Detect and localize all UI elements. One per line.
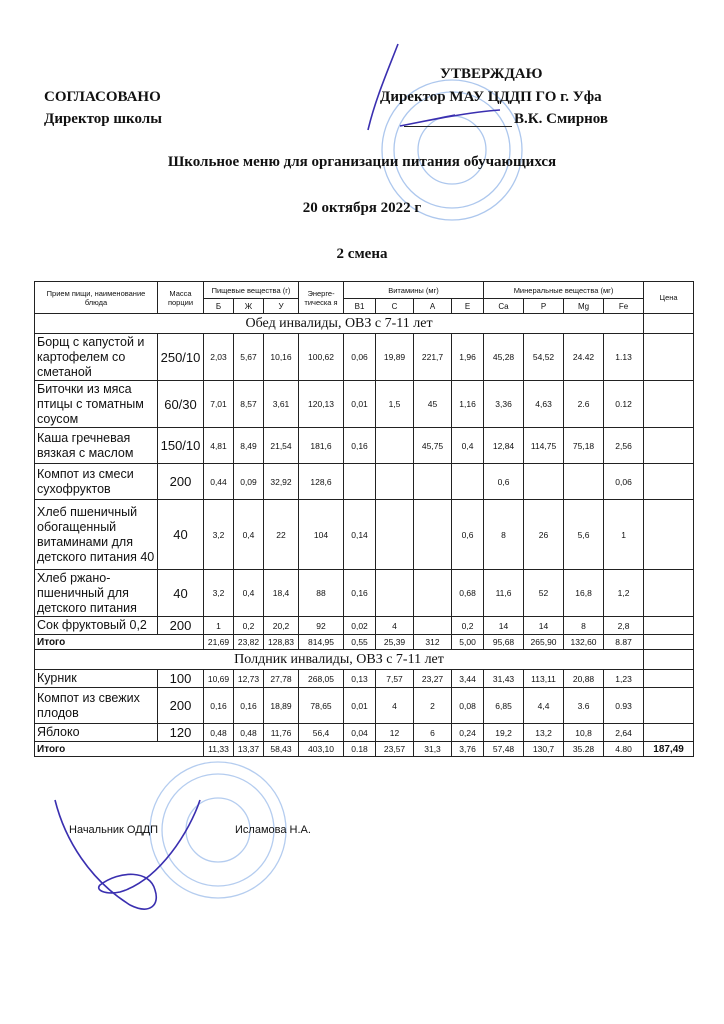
value-a [414,570,452,617]
col-a: А [414,299,452,314]
value-zh: 0,16 [234,688,264,724]
value-ca: 31,43 [484,670,524,688]
value-b1: 0,01 [344,688,376,724]
dish-name: Курник [35,670,158,688]
dish-name: Каша гречневая вязкая с маслом [35,428,158,464]
dish-mass: 200 [158,464,204,500]
dish-mass: 100 [158,670,204,688]
col-fe: Fe [604,299,644,314]
value-e: 1,16 [452,381,484,428]
section-title: Обед инвалиды, ОВЗ с 7-11 лет [35,314,644,334]
value-a [414,500,452,570]
value-a: 6 [414,724,452,742]
price-cell [644,688,694,724]
value-b: 0,48 [204,724,234,742]
total-mg: 35.28 [564,742,604,757]
total-e: 5,00 [452,635,484,650]
total-energy: 814,95 [299,635,344,650]
value-c [376,500,414,570]
col-ca: Ca [484,299,524,314]
value-zh: 0,09 [234,464,264,500]
total-ca: 57,48 [484,742,524,757]
price-cell [644,428,694,464]
value-fe: 1,2 [604,570,644,617]
value-a: 221,7 [414,334,452,381]
dish-mass: 40 [158,570,204,617]
value-e: 1,96 [452,334,484,381]
dish-name: Компот из смеси сухофруктов [35,464,158,500]
total-p: 130,7 [524,742,564,757]
table-row [35,464,694,500]
value-u: 18,89 [264,688,299,724]
value-b1 [344,464,376,500]
total-b: 11,33 [204,742,234,757]
col-mg: Mg [564,299,604,314]
total-b: 21,69 [204,635,234,650]
value-fe: 1.13 [604,334,644,381]
total-price [644,635,694,650]
value-u: 22 [264,500,299,570]
value-b: 0,16 [204,688,234,724]
col-zh: Ж [234,299,264,314]
value-p: 113,11 [524,670,564,688]
value-p: 26 [524,500,564,570]
value-energy: 128,6 [299,464,344,500]
total-row [35,635,694,650]
total-energy: 403,10 [299,742,344,757]
signature-top [368,44,500,130]
dish-name: Хлеб ржано-пшеничный для детского питания [35,570,158,617]
value-fe: 2,64 [604,724,644,742]
value-mg: 75,18 [564,428,604,464]
value-b1: 0,02 [344,617,376,635]
table-row [35,381,694,428]
value-ca: 6,85 [484,688,524,724]
footer-position: Начальник ОДДП [69,824,159,836]
value-fe: 1 [604,500,644,570]
section-title: Полдник инвалиды, ОВЗ с 7-11 лет [35,650,644,670]
value-c: 4 [376,688,414,724]
value-zh: 5,67 [234,334,264,381]
section2-rows [35,670,694,742]
dish-name: Компот из свежих плодов [35,688,158,724]
total-price: 187,49 [644,742,694,757]
value-zh: 0,2 [234,617,264,635]
value-mg [564,464,604,500]
value-c [376,464,414,500]
value-p: 52 [524,570,564,617]
dish-mass: 120 [158,724,204,742]
price-cell [644,464,694,500]
value-u: 32,92 [264,464,299,500]
approve-right-line1: УТВЕРЖДАЮ [440,66,543,82]
total-ca: 95,68 [484,635,524,650]
dish-mass: 60/30 [158,381,204,428]
total-zh: 23,82 [234,635,264,650]
value-b: 10,69 [204,670,234,688]
col-mass: Масса порции [158,282,204,314]
value-ca: 19,2 [484,724,524,742]
value-zh: 0,48 [234,724,264,742]
value-mg: 5,6 [564,500,604,570]
value-ca: 0,6 [484,464,524,500]
col-name: Прием пищи, наименование блюда [35,282,158,314]
total-e: 3,76 [452,742,484,757]
col-nutrients: Пищевые вещества (г) [204,282,299,299]
signature-line [404,126,512,127]
value-b: 2,03 [204,334,234,381]
value-mg: 20,88 [564,670,604,688]
col-minerals: Минеральные вещества (мг) [484,282,644,299]
price-cell [644,334,694,381]
total-c: 23,57 [376,742,414,757]
dish-name: Сок фруктовый 0,2 [35,617,158,635]
table-row [35,334,694,381]
section1-rows [35,334,694,635]
value-a [414,617,452,635]
price-cell [644,670,694,688]
value-energy: 92 [299,617,344,635]
value-ca: 14 [484,617,524,635]
value-ca: 3,36 [484,381,524,428]
dish-name: Борщ с капустой и картофелем со сметаной [35,334,158,381]
value-c: 7,57 [376,670,414,688]
value-b: 1 [204,617,234,635]
value-zh: 12,73 [234,670,264,688]
value-e: 0,2 [452,617,484,635]
col-b1: В1 [344,299,376,314]
value-p: 4,4 [524,688,564,724]
value-b1: 0,04 [344,724,376,742]
total-fe: 8.87 [604,635,644,650]
value-fe: 0,06 [604,464,644,500]
table-row [35,670,694,688]
table-row [35,500,694,570]
dish-name: Яблоко [35,724,158,742]
col-p: P [524,299,564,314]
total-a: 31,3 [414,742,452,757]
col-b: Б [204,299,234,314]
menu-date: 20 октября 2022 г [302,200,422,216]
total-label: Итого [35,742,204,757]
value-c: 12 [376,724,414,742]
value-mg: 16,8 [564,570,604,617]
value-ca: 45,28 [484,334,524,381]
value-u: 27,78 [264,670,299,688]
total-zh: 13,37 [234,742,264,757]
value-c [376,570,414,617]
dish-name: Хлеб пшеничный обогащенный витаминами для детского питания 40 [35,500,158,570]
total-mg: 132,60 [564,635,604,650]
value-b: 3,2 [204,500,234,570]
value-e: 0,4 [452,428,484,464]
value-fe: 2,56 [604,428,644,464]
value-u: 20,2 [264,617,299,635]
value-b1: 0,16 [344,570,376,617]
price-cell [644,617,694,635]
value-a: 45,75 [414,428,452,464]
value-p: 114,75 [524,428,564,464]
total-c: 25,39 [376,635,414,650]
dish-mass: 250/10 [158,334,204,381]
price-cell [644,381,694,428]
value-b1: 0,13 [344,670,376,688]
dish-mass: 150/10 [158,428,204,464]
col-c: С [376,299,414,314]
value-mg: 8 [564,617,604,635]
col-e: Е [452,299,484,314]
value-fe: 0.12 [604,381,644,428]
dish-mass: 200 [158,688,204,724]
value-e [452,464,484,500]
value-a: 45 [414,381,452,428]
value-fe: 0.93 [604,688,644,724]
total-row [35,742,694,757]
value-c: 1,5 [376,381,414,428]
col-energy: Энерге-тическа я [299,282,344,314]
value-b: 0,44 [204,464,234,500]
value-b: 4,81 [204,428,234,464]
value-fe: 2,8 [604,617,644,635]
value-c: 4 [376,617,414,635]
approve-left-line1: СОГЛАСОВАНО [44,89,161,105]
table-header-row [35,282,694,299]
value-energy: 181,6 [299,428,344,464]
col-u: У [264,299,299,314]
value-b1: 0,16 [344,428,376,464]
total-fe: 4.80 [604,742,644,757]
approve-right-line3: В.К. Смирнов [514,111,609,127]
value-b1: 0,01 [344,381,376,428]
value-energy: 268,05 [299,670,344,688]
section-title-row [35,650,694,670]
value-mg: 3.6 [564,688,604,724]
value-energy: 78,65 [299,688,344,724]
value-u: 11,76 [264,724,299,742]
value-zh: 0,4 [234,500,264,570]
value-c: 19,89 [376,334,414,381]
dish-mass: 200 [158,617,204,635]
value-b1: 0,14 [344,500,376,570]
value-u: 18,4 [264,570,299,617]
section-title-row [35,314,694,334]
table-row [35,570,694,617]
value-energy: 88 [299,570,344,617]
total-p: 265,90 [524,635,564,650]
section1-total [35,635,694,650]
value-mg: 24.42 [564,334,604,381]
section2-total [35,742,694,757]
value-a: 2 [414,688,452,724]
menu-table [34,281,694,757]
price-cell [644,570,694,617]
value-u: 10,16 [264,334,299,381]
value-u: 21,54 [264,428,299,464]
value-ca: 8 [484,500,524,570]
value-p: 54,52 [524,334,564,381]
value-energy: 120,13 [299,381,344,428]
value-zh: 8,57 [234,381,264,428]
dish-name: Биточки из мяса птицы с томатным соусом [35,381,158,428]
value-ca: 11,6 [484,570,524,617]
value-b: 7,01 [204,381,234,428]
table-row [35,724,694,742]
value-a [414,464,452,500]
value-c [376,428,414,464]
value-e: 0,24 [452,724,484,742]
value-a: 23,27 [414,670,452,688]
value-mg: 2.6 [564,381,604,428]
value-energy: 100,62 [299,334,344,381]
value-b: 3,2 [204,570,234,617]
total-b1: 0.18 [344,742,376,757]
value-e: 0,6 [452,500,484,570]
table-row [35,688,694,724]
total-label: Итого [35,635,204,650]
price-cell [644,500,694,570]
value-zh: 0,4 [234,570,264,617]
col-price: Цена [644,282,694,314]
value-e: 0,68 [452,570,484,617]
total-u: 58,43 [264,742,299,757]
approve-left-line2: Директор школы [44,111,162,127]
value-zh: 8,49 [234,428,264,464]
value-e: 3,44 [452,670,484,688]
value-p [524,464,564,500]
value-energy: 56,4 [299,724,344,742]
dish-mass: 40 [158,500,204,570]
page-title: Школьное меню для организации питания обучающихся [167,154,557,170]
table-row [35,428,694,464]
value-p: 13,2 [524,724,564,742]
total-u: 128,83 [264,635,299,650]
total-b1: 0,55 [344,635,376,650]
value-energy: 104 [299,500,344,570]
value-p: 4,63 [524,381,564,428]
value-p: 14 [524,617,564,635]
footer-person: Исламова Н.А. [235,824,311,836]
value-u: 3,61 [264,381,299,428]
value-b1: 0,06 [344,334,376,381]
total-a: 312 [414,635,452,650]
value-e: 0,08 [452,688,484,724]
value-ca: 12,84 [484,428,524,464]
menu-shift: 2 смена [336,246,388,262]
price-cell [644,724,694,742]
approve-right-line2: Директор МАУ ЦДДП ГО г. Уфа [380,89,602,105]
table-row [35,617,694,635]
value-fe: 1,23 [604,670,644,688]
col-vitamins: Витамины (мг) [344,282,484,299]
value-mg: 10,8 [564,724,604,742]
signature-bottom [55,800,200,909]
